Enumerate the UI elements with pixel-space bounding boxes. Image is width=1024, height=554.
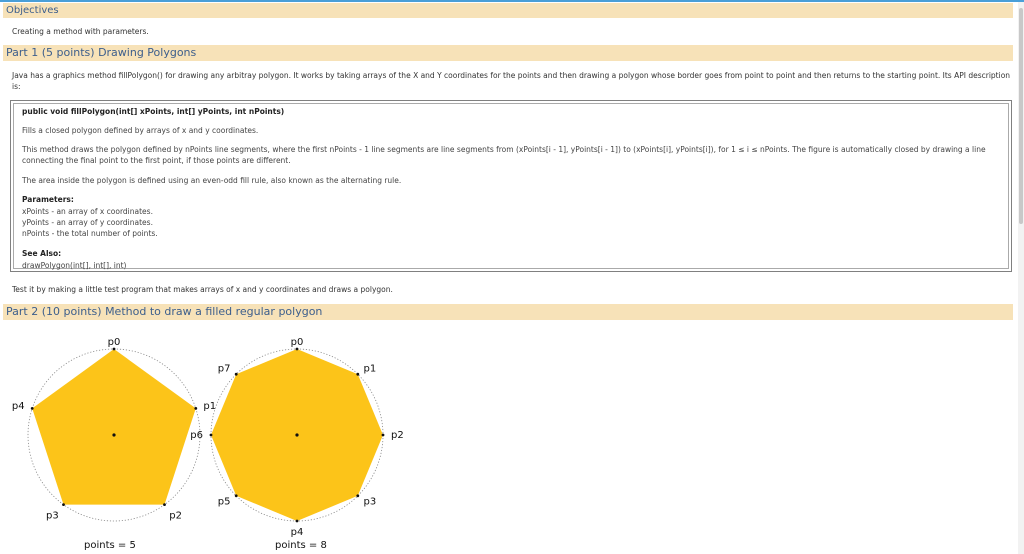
octagon-points-count: points = 8	[275, 540, 327, 551]
vertex-point	[382, 434, 385, 437]
vertex-label: p1	[203, 401, 217, 412]
center-point	[295, 433, 298, 436]
vertex-label: p0	[107, 337, 121, 348]
api-description: This method draws the polygon defined by nPoints line segments, where the first nPoints - 1 line segments are line segments from (xPoints[i - 1], yPoints[i - 1]) to (xPoints[i], yPoints[i]), for 1 ≤ i ≤ nPoints. The figure is automatically closed by drawing a line connecting the final point to the first point, if those points are different.	[22, 145, 986, 165]
vertex-label: p0	[290, 337, 304, 348]
scrollbar-thumb[interactable]	[1019, 8, 1023, 224]
vertex-point	[356, 494, 359, 497]
vertical-scrollbar[interactable]	[1018, 2, 1024, 554]
api-area-rule: The area inside the polygon is defined using an even-odd fill rule, also known as the alternating rule.	[22, 176, 402, 185]
vertex-point	[210, 434, 213, 437]
vertex-point	[235, 494, 238, 497]
vertex-label: p6	[190, 430, 203, 441]
vertex-label: p4	[290, 527, 304, 538]
part2-heading: Part 2 (10 points) Method to draw a filled regular polygon	[3, 304, 1013, 320]
api-description-box	[10, 100, 1012, 272]
vertex-label: p2	[169, 510, 183, 522]
vertex-label: p4	[11, 401, 25, 412]
api-summary: Fills a closed polygon defined by arrays of x and y coordinates.	[22, 126, 259, 135]
api-signature: public void fillPolygon(int[] xPoints, int[] yPoints, int nPoints)	[22, 107, 285, 116]
vertex-point	[163, 503, 166, 506]
vertex-point	[296, 348, 299, 351]
vertex-point	[113, 348, 116, 351]
vertex-point	[62, 503, 65, 506]
api-see-also-link[interactable]: drawPolygon(int[], int[], int)	[22, 261, 127, 270]
vertex-point	[31, 407, 34, 410]
regular-polygon	[32, 349, 196, 505]
vertex-label: p2	[391, 430, 404, 441]
part1-intro: Java has a graphics method fillPolygon() for drawing any arbitray polygon. It works by taking arrays of the X and Y coordinates for the points and then drawing a polygon whose border goes from point to point and then returns to the starting point. Its API description is:	[12, 71, 1011, 91]
api-parameter: xPoints - an array of x coordinates.	[22, 207, 153, 216]
pentagon-points-count: points = 5	[84, 540, 136, 551]
part1-heading: Part 1 (5 points) Drawing Polygons	[3, 45, 1013, 61]
vertex-label: p3	[45, 510, 59, 522]
api-parameter: nPoints - the total number of points.	[22, 229, 158, 238]
octagon-diagram	[190, 328, 410, 538]
vertex-point	[356, 373, 359, 376]
objectives-heading: Objectives	[3, 3, 1013, 18]
vertex-label: p3	[363, 496, 377, 508]
center-point	[112, 433, 115, 436]
api-description-inner	[13, 103, 1009, 269]
vertex-label: p5	[217, 496, 231, 508]
api-parameters-label: Parameters:	[22, 195, 74, 204]
vertex-point	[296, 520, 299, 523]
vertex-label: p1	[363, 363, 377, 375]
test-instruction: Test it by making a little test program that makes arrays of x and y coordinates and draws a polygon.	[12, 285, 393, 294]
vertex-label: p7	[217, 363, 231, 375]
octagon-figure	[190, 328, 410, 538]
api-see-also-label: See Also:	[22, 249, 62, 258]
api-parameter: yPoints - an array of y coordinates.	[22, 218, 153, 227]
top-accent-line	[0, 0, 1024, 2]
objectives-text: Creating a method with parameters.	[12, 27, 149, 36]
vertex-point	[235, 373, 238, 376]
